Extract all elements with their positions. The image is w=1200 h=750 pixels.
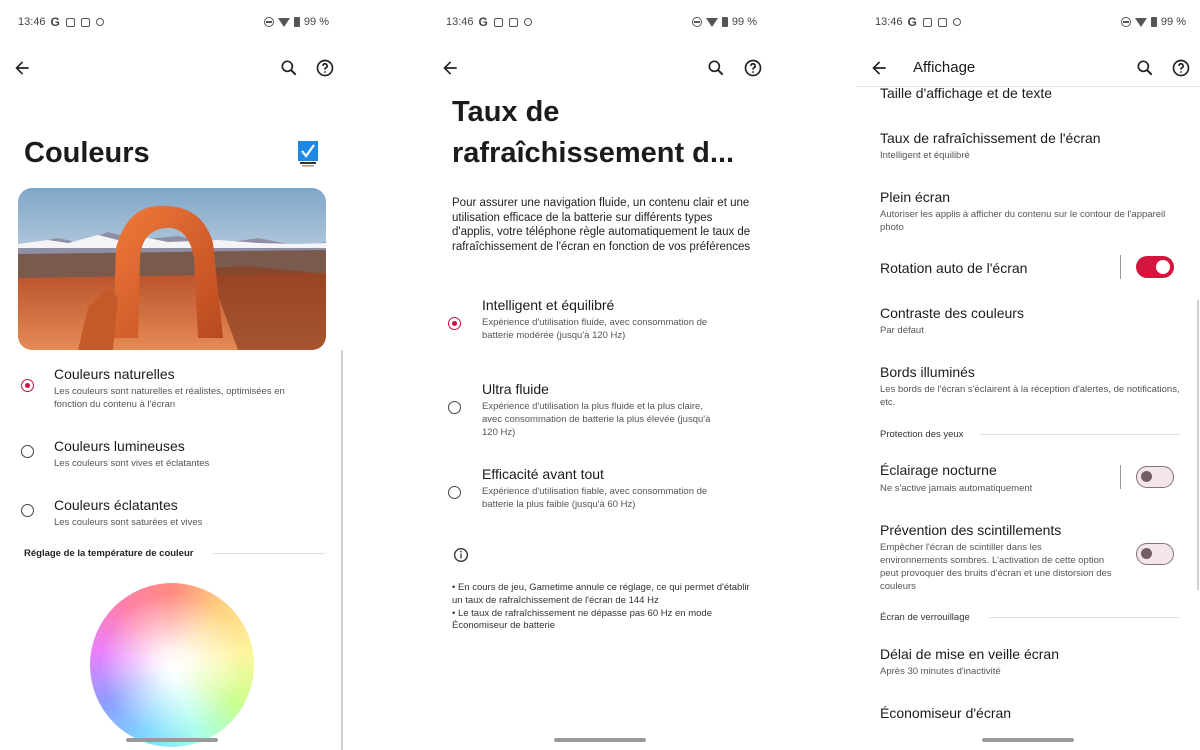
panel-affichage	[857, 0, 1200, 750]
info-icon	[453, 547, 469, 563]
option-label-eclatantes[interactable]: Couleurs éclatantes	[54, 497, 178, 513]
option-sub-efficacite: Expérience d'utilisation fiable, avec consommation de batterie la plus faible (jusqu'à 60 Hz)	[482, 486, 708, 510]
top-app-bar	[857, 52, 1200, 84]
search-icon[interactable]	[1135, 58, 1155, 78]
app-notification-icon	[923, 18, 932, 27]
option-label-ultra-fluide[interactable]: Ultra fluide	[482, 381, 549, 397]
option-label-naturelles[interactable]: Couleurs naturelles	[54, 366, 175, 382]
option-sub-lumineuses: Les couleurs sont vives et éclatantes	[54, 458, 210, 469]
search-icon[interactable]	[279, 58, 299, 78]
pantone-logo	[298, 141, 318, 168]
top-app-bar	[428, 52, 771, 84]
radio-ultra-fluide[interactable]	[448, 401, 461, 414]
status-bar	[18, 14, 329, 30]
wifi-icon	[1135, 18, 1147, 27]
message-icon	[81, 18, 90, 27]
battery-icon	[1151, 17, 1157, 27]
setting-screen-timeout[interactable]: Délai de mise en veille écran	[880, 646, 1059, 662]
wifi-icon	[278, 18, 290, 27]
toggle-knob	[1141, 548, 1152, 559]
nav-handle[interactable]	[982, 738, 1074, 742]
toggle-separator	[1120, 465, 1121, 489]
battery-icon	[294, 17, 300, 27]
panel-couleurs	[0, 0, 343, 750]
toggle-knob	[1141, 471, 1152, 482]
status-time: 13:46	[446, 16, 474, 28]
option-label-efficacite[interactable]: Efficacité avant tout	[482, 466, 604, 482]
setting-night-light-sub: Ne s'active jamais automatiquement	[880, 483, 1033, 494]
app-dot-icon	[953, 18, 961, 26]
section-eye-protection: Protection des yeux	[880, 429, 964, 440]
option-label-lumineuses[interactable]: Couleurs lumineuses	[54, 438, 185, 454]
setting-refresh-rate[interactable]: Taux de rafraîchissement de l'écran	[880, 130, 1101, 146]
wifi-icon	[706, 18, 718, 27]
page-title: Taux de rafraîchissement d...	[452, 96, 735, 169]
dnd-icon	[1121, 17, 1131, 27]
landscape-arch-image	[18, 188, 326, 350]
radio-efficacite[interactable]	[448, 486, 461, 499]
note-gametime: • En cours de jeu, Gametime annule ce réglage, ce qui permet d'établir un taux de rafraîchissement de l'écran de 144 Hz	[452, 582, 750, 606]
setting-color-contrast[interactable]: Contraste des couleurs	[880, 305, 1024, 321]
battery-icon	[722, 17, 728, 27]
setting-refresh-rate-sub: Intelligent et équilibré	[880, 150, 970, 161]
app-notification-icon	[66, 18, 75, 27]
dnd-icon	[692, 17, 702, 27]
setting-full-screen-sub: Autoriser les applis à afficher du contenu sur le contour de l'appareil photo	[880, 209, 1166, 233]
notes-block	[452, 582, 752, 633]
option-sub-intelligent: Expérience d'utilisation fluide, avec consommation de batterie modérée (jusqu'à 120 Hz)	[482, 317, 708, 341]
scrollbar[interactable]	[1197, 300, 1199, 590]
nav-handle[interactable]	[126, 738, 218, 742]
toggle-separator	[1120, 255, 1121, 279]
section-divider	[212, 553, 325, 554]
help-icon[interactable]	[743, 58, 763, 78]
app-bar-title: Affichage	[913, 59, 976, 76]
setting-full-screen[interactable]: Plein écran	[880, 189, 951, 205]
status-bar	[446, 14, 757, 30]
app-dot-icon	[524, 18, 532, 26]
search-icon[interactable]	[706, 58, 726, 78]
back-arrow-icon[interactable]	[440, 58, 460, 78]
toggle-auto-rotate[interactable]	[1136, 256, 1174, 278]
app-notification-icon	[494, 18, 503, 27]
setting-edge-lighting-sub: Les bords de l'écran s'éclairent à la réception d'alertes, de notifications, etc.	[880, 384, 1180, 408]
battery-level: 99 %	[731, 16, 757, 28]
g-icon: G	[907, 15, 917, 29]
status-time: 13:46	[875, 16, 903, 28]
option-sub-eclatantes: Les couleurs sont saturées et vives	[54, 517, 203, 528]
g-icon: G	[50, 15, 60, 29]
section-temperature: Réglage de la température de couleur	[24, 548, 194, 559]
back-arrow-icon[interactable]	[869, 58, 889, 78]
setting-edge-lighting[interactable]: Bords illuminés	[880, 364, 975, 380]
setting-auto-rotate[interactable]: Rotation auto de l'écran	[880, 260, 1028, 276]
top-app-bar	[0, 52, 343, 84]
color-wheel[interactable]	[90, 583, 254, 747]
status-bar	[875, 14, 1186, 30]
option-sub-ultra-fluide: Expérience d'utilisation la plus fluide et la plus claire, avec consommation de batterie la plus élevée (jusqu'à 120 Hz)	[482, 401, 711, 438]
section-divider	[980, 434, 1180, 435]
radio-couleurs-lumineuses[interactable]	[21, 445, 34, 458]
help-icon[interactable]	[315, 58, 335, 78]
g-icon: G	[478, 15, 488, 29]
setting-display-size[interactable]: Taille d'affichage et de texte	[880, 85, 1053, 101]
battery-level: 99 %	[303, 16, 329, 28]
section-divider	[989, 617, 1180, 618]
panel-refresh-rate	[428, 0, 771, 750]
app-dot-icon	[96, 18, 104, 26]
setting-flicker-prevention-sub: Empêcher l'écran de scintiller dans les environnements sombres. L'activation de cette option peut provoquer des bruits d'écran et une distorsion des couleurs	[880, 542, 1112, 592]
help-icon[interactable]	[1171, 58, 1191, 78]
message-icon	[509, 18, 518, 27]
description-text: Pour assurer une navigation fluide, un contenu clair et une utilisation efficace de la batterie sur différents types d'applis, votre téléphone règle automatiquement le taux de rafraîchissement de l'écran en fonction de vos préférences	[452, 197, 751, 253]
scrollbar[interactable]	[341, 350, 343, 750]
dnd-icon	[264, 17, 274, 27]
toggle-knob	[1156, 260, 1170, 274]
toggle-flicker-prevention[interactable]	[1136, 543, 1174, 565]
nav-handle[interactable]	[554, 738, 646, 742]
setting-screensaver[interactable]: Économiseur d'écran	[880, 705, 1012, 721]
option-sub-naturelles: Les couleurs sont naturelles et réalistes, optimisées en fonction du contenu à l'écran	[54, 386, 285, 410]
section-lock-screen: Écran de verrouillage	[880, 612, 970, 623]
page-title: Couleurs	[24, 137, 150, 169]
radio-couleurs-naturelles[interactable]	[21, 379, 34, 392]
message-icon	[938, 18, 947, 27]
setting-color-contrast-sub: Par défaut	[880, 325, 924, 336]
radio-couleurs-eclatantes[interactable]	[21, 504, 34, 517]
setting-night-light[interactable]: Éclairage nocturne	[880, 462, 997, 478]
radio-intelligent[interactable]	[448, 317, 461, 330]
status-time: 13:46	[18, 16, 46, 28]
note-battery-saver: • Le taux de rafraîchissement ne dépasse pas 60 Hz en mode Économiseur de batterie	[452, 607, 712, 632]
setting-flicker-prevention[interactable]: Prévention des scintillements	[880, 522, 1062, 538]
option-label-intelligent[interactable]: Intelligent et équilibré	[482, 297, 615, 313]
battery-level: 99 %	[1160, 16, 1186, 28]
back-arrow-icon[interactable]	[12, 58, 32, 78]
setting-screen-timeout-sub: Après 30 minutes d'inactivité	[880, 666, 1001, 677]
toggle-night-light[interactable]	[1136, 466, 1174, 488]
